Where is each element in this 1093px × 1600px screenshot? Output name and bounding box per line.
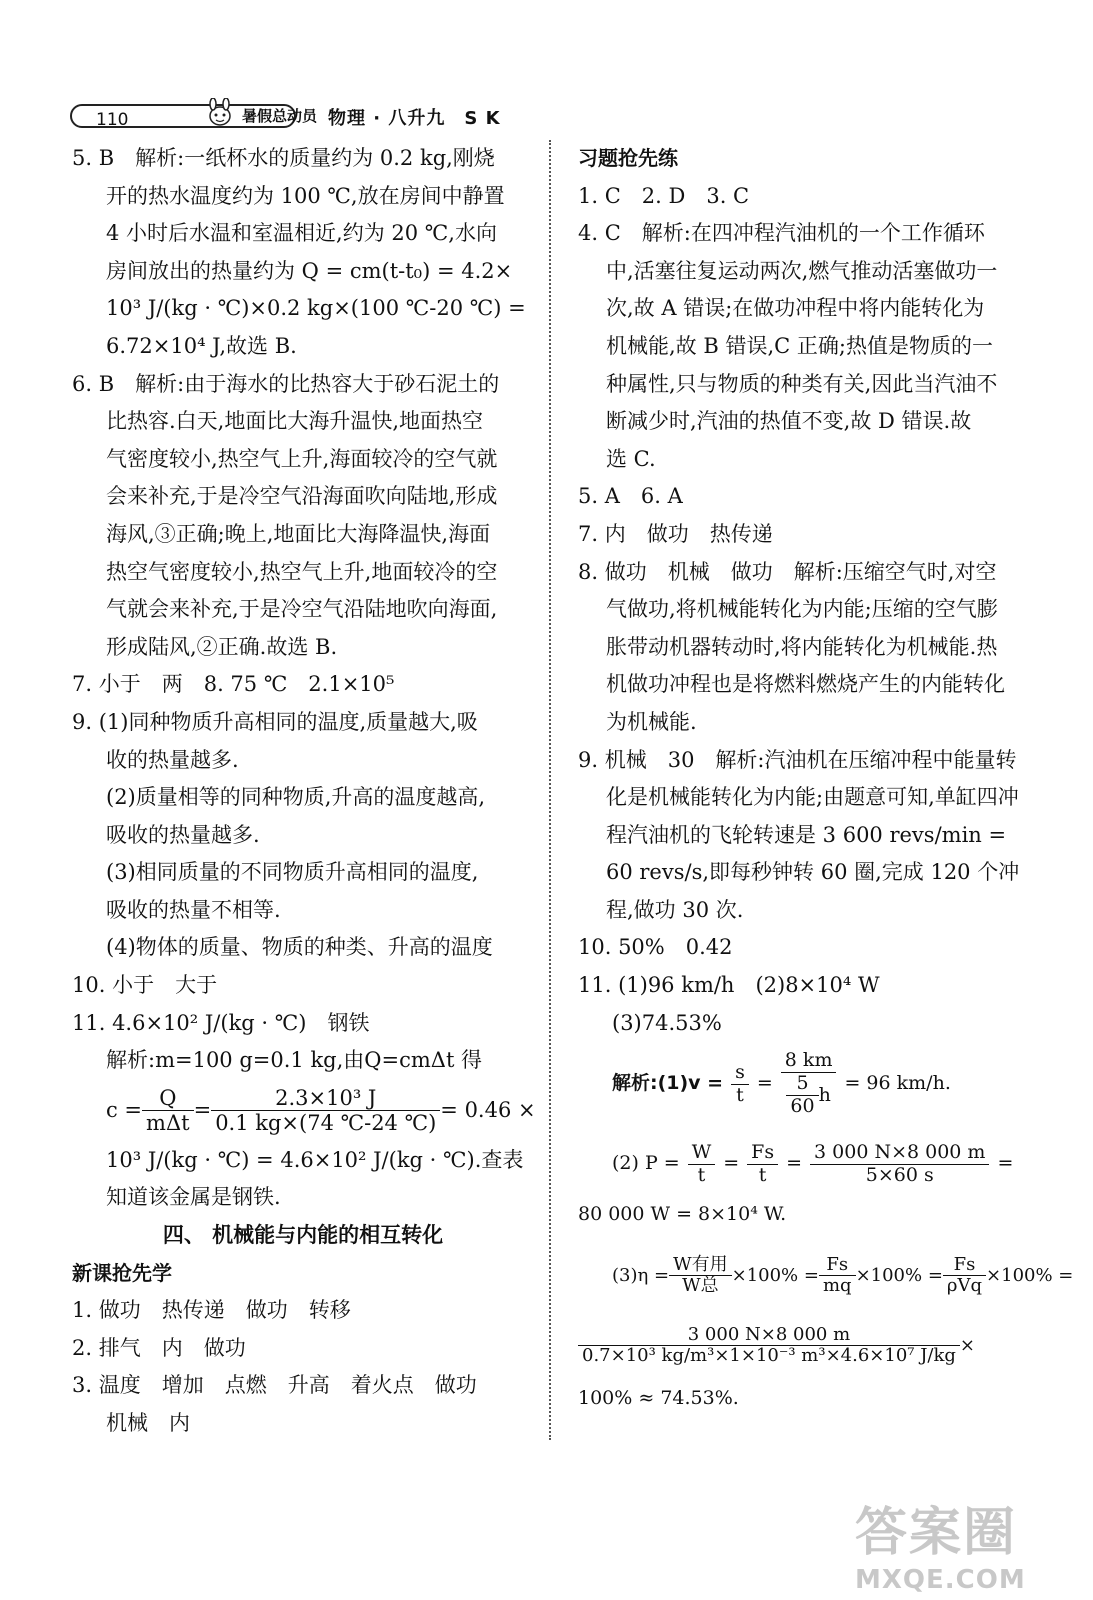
formula-velocity <box>578 1042 1040 1126</box>
formula-rhs: = 96 km/h. <box>844 1072 951 1095</box>
watermark-url: MXQE.COM <box>855 1565 1026 1595</box>
text-line: 为机械能. <box>606 709 697 734</box>
text-line: 2. 排气 内 做功 <box>72 1335 246 1360</box>
numerator: Fs <box>819 1255 856 1277</box>
denominator: t <box>758 1163 767 1186</box>
text-line: (4)物体的质量、物质的种类、升高的温度 <box>106 935 493 960</box>
text-line: 比热容.白天,地面比大海升温快,地面热空 <box>106 409 484 434</box>
text-line: 吸收的热量不相等. <box>106 897 281 922</box>
text-line: 5. B 解析:一纸杯水的质量约为 0.2 kg,刚烧 <box>72 146 495 170</box>
text-line: 程汽油机的飞轮转速是 3 600 revs/min = <box>606 822 1007 847</box>
column-divider <box>549 140 551 1440</box>
fraction <box>211 1086 440 1135</box>
section-title: 新课抢先学 <box>72 1260 172 1285</box>
text-line: 收的热量越多. <box>106 747 239 772</box>
formula-prefix: (2) P = <box>612 1152 680 1175</box>
answer-5 <box>72 140 534 366</box>
fraction <box>578 1325 960 1367</box>
fraction <box>747 1142 778 1187</box>
denominator: 60 <box>790 1095 815 1118</box>
text-line: 开的热水温度约为 100 ℃,放在房间中静置 <box>106 183 505 208</box>
text-line: 机械 内 <box>106 1411 190 1435</box>
text-line: 4 小时后水温和室温相近,约为 20 ℃,水向 <box>106 221 497 246</box>
text-line: 房间放出的热量约为 Q = cm(t-t₀) = 4.2× <box>106 258 513 283</box>
answer-1-3: 1. C 2. D 3. C <box>578 183 750 208</box>
operator: ×100% = <box>731 1265 819 1287</box>
formula-efficiency <box>578 1240 1074 1312</box>
section-title: 习题抢先练 <box>578 146 678 170</box>
formula-power <box>578 1132 1040 1196</box>
text-line: 100% ≈ 74.53%. <box>578 1386 739 1409</box>
text-line: (2)质量相等的同种物质,升高的温度越高, <box>106 785 486 810</box>
text-line: 中,活塞往复运动两次,燃气推动活塞做功一 <box>606 258 998 283</box>
text-line: 次,故 A 错误;在做功冲程中将内能转化为 <box>606 296 985 321</box>
unit: h <box>818 1083 831 1106</box>
answer-8 <box>578 554 1040 742</box>
text-line: 吸收的热量越多. <box>106 822 260 847</box>
denominator: 5×60 s <box>865 1163 934 1186</box>
numerator: 3 000 N×8 000 m <box>810 1142 989 1165</box>
mascot-icon <box>206 98 234 128</box>
text-line: 气做功,将机械能转化为内能;压缩的空气膨 <box>606 597 998 622</box>
equals: = <box>756 1072 773 1095</box>
fraction <box>688 1142 716 1187</box>
answer-5-6: 5. A 6. A <box>578 484 683 509</box>
page-number: 110 <box>96 110 129 130</box>
text-line: 气就会来补充,于是冷空气沿陆地吹向海面, <box>106 597 498 622</box>
answer-10: 10. 50% 0.42 <box>578 935 733 960</box>
denominator: mq <box>822 1275 852 1297</box>
formula-specific-heat <box>72 1080 534 1142</box>
formula-prefix: 解析:(1)v = <box>612 1072 724 1095</box>
text-line: 10³ J/(kg · ℃) = 4.6×10² J/(kg · ℃).查表 <box>106 1147 524 1172</box>
text-line: (3)相同质量的不同物质升高相同的温度, <box>106 860 479 885</box>
text-line: 热空气密度较小,热空气上升,地面较冷的空 <box>106 559 498 584</box>
numerator: Fs <box>747 1142 778 1165</box>
fraction <box>786 1073 818 1118</box>
text-line: 10³ J/(kg · ℃)×0.2 kg×(100 ℃-20 ℃) = <box>106 296 526 321</box>
denominator: ρVq <box>946 1275 983 1297</box>
operator: ×100% = <box>986 1265 1074 1287</box>
text-line: 机械能,故 B 错误,C 正确;热值是物质的一 <box>606 333 993 358</box>
numerator: Q <box>142 1086 194 1111</box>
formula-rhs: = 0.46 × <box>440 1098 536 1123</box>
operator: × <box>959 1335 976 1357</box>
numerator: W有用 <box>669 1255 732 1277</box>
answer-4 <box>578 215 1040 478</box>
numerator: W <box>688 1142 716 1165</box>
page-header <box>70 100 550 134</box>
text-line: 会来补充,于是冷空气沿海面吹向陆地,形成 <box>106 484 498 509</box>
text-line: 选 C. <box>606 446 656 471</box>
numerator: 3 000 N×8 000 m <box>578 1325 960 1347</box>
text-line: 气密度较小,热空气上升,海面较冷的空气就 <box>106 446 498 471</box>
text-line: 80 000 W = 8×10⁴ W. <box>578 1203 787 1226</box>
fraction <box>669 1255 732 1297</box>
equals: = <box>193 1098 212 1123</box>
fraction <box>943 1255 986 1297</box>
answer-11-analysis: 解析:m=100 g=0.1 kg,由Q=cmΔt 得 <box>106 1048 483 1073</box>
answer-9 <box>72 704 534 967</box>
operator: ×100% = <box>855 1265 943 1287</box>
denominator: t <box>697 1163 706 1186</box>
answer-7: 7. 小于 两 8. 75 ℃ 2.1×10⁵ <box>72 672 395 697</box>
answer-11: 11. 4.6×10² J/(kg · ℃) 钢铁 <box>72 1010 370 1035</box>
formula-efficiency-value <box>578 1312 1040 1380</box>
text-line: 9. (1)同种物质升高相同的温度,质量越大,吸 <box>72 709 478 734</box>
answer-10: 10. 小于 大于 <box>72 973 218 998</box>
denominator: W总 <box>682 1275 719 1297</box>
text-line: 6.72×10⁴ J,故选 B. <box>106 333 297 358</box>
watermark-logo <box>855 1490 1085 1595</box>
text-line: 8. 做功 机械 做功 解析:压缩空气时,对空 <box>578 559 997 584</box>
text-line: 胀带动机器转动时,将内能转化为机械能.热 <box>606 634 998 659</box>
formula-prefix: (3)η = <box>612 1265 670 1287</box>
equals: = <box>723 1152 740 1175</box>
answer-7: 7. 内 做功 热传递 <box>578 521 773 546</box>
fraction <box>819 1255 856 1297</box>
denominator: 0.7×10³ kg/m³×1×10⁻³ m³×4.6×10⁷ J/kg <box>582 1345 956 1367</box>
numerator: 5 <box>786 1073 818 1096</box>
answer-9 <box>578 742 1040 930</box>
fraction <box>810 1142 989 1187</box>
formula-lhs: c = <box>106 1098 143 1123</box>
text-line: 3. 温度 增加 点燃 升高 着火点 做功 <box>72 1373 477 1398</box>
text-line: 断减少时,汽油的热值不变,故 D 错误.故 <box>606 409 972 434</box>
fraction <box>731 1062 749 1107</box>
subject-title: 物理 · 八升九 S K <box>328 108 501 129</box>
text-line: 形成陆风,②正确.故选 B. <box>106 634 338 659</box>
denominator <box>781 1073 837 1118</box>
fraction <box>142 1086 194 1135</box>
formula-rhs: = <box>997 1152 1014 1175</box>
text-line: 4. C 解析:在四冲程汽油机的一个工作循环 <box>578 221 985 246</box>
watermark-text: 答案圈 <box>855 1503 1018 1563</box>
denominator: 0.1 kg×(74 ℃-24 ℃) <box>215 1111 437 1136</box>
numerator: 8 km <box>781 1050 837 1073</box>
numerator: s <box>731 1062 749 1085</box>
text-line: 化是机械能转化为内能;由题意可知,单缸四冲 <box>606 785 1019 810</box>
right-column <box>578 140 1074 1417</box>
numerator: Fs <box>943 1255 986 1277</box>
equals: = <box>786 1152 803 1175</box>
numerator: 2.3×10³ J <box>211 1086 440 1111</box>
text-line: 海风,③正确;晚上,地面比大海降温快,海面 <box>106 521 491 546</box>
fraction <box>781 1050 837 1118</box>
text-line: 1. 做功 热传递 做功 转移 <box>72 1298 351 1323</box>
text-line: 6. B 解析:由于海水的比热容大于砂石泥土的 <box>72 371 500 396</box>
chapter-title: 四、 机械能与内能的相互转化 <box>162 1223 444 1248</box>
denominator: t <box>736 1083 744 1106</box>
answer-6 <box>72 366 534 667</box>
text-line: 60 revs/s,即每秒钟转 60 圈,完成 120 个冲 <box>606 860 1020 885</box>
left-column <box>72 140 534 1443</box>
denominator: mΔt <box>146 1111 190 1136</box>
text-line: 机做功冲程也是将燃料燃烧产生的内能转化 <box>606 672 1005 697</box>
text-line: 种属性,只与物质的种类有关,因此当汽油不 <box>606 371 998 396</box>
answer-11-part3: (3)74.53% <box>612 1010 722 1035</box>
text-line: 程,做功 30 次. <box>606 897 744 922</box>
text-line: 知道该金属是钢铁. <box>106 1185 281 1210</box>
brand-title: 暑假总动员 <box>242 107 318 125</box>
text-line: 9. 机械 30 解析:汽油机在压缩冲程中能量转 <box>578 747 1017 772</box>
answer-11: 11. (1)96 km/h (2)8×10⁴ W <box>578 973 880 998</box>
